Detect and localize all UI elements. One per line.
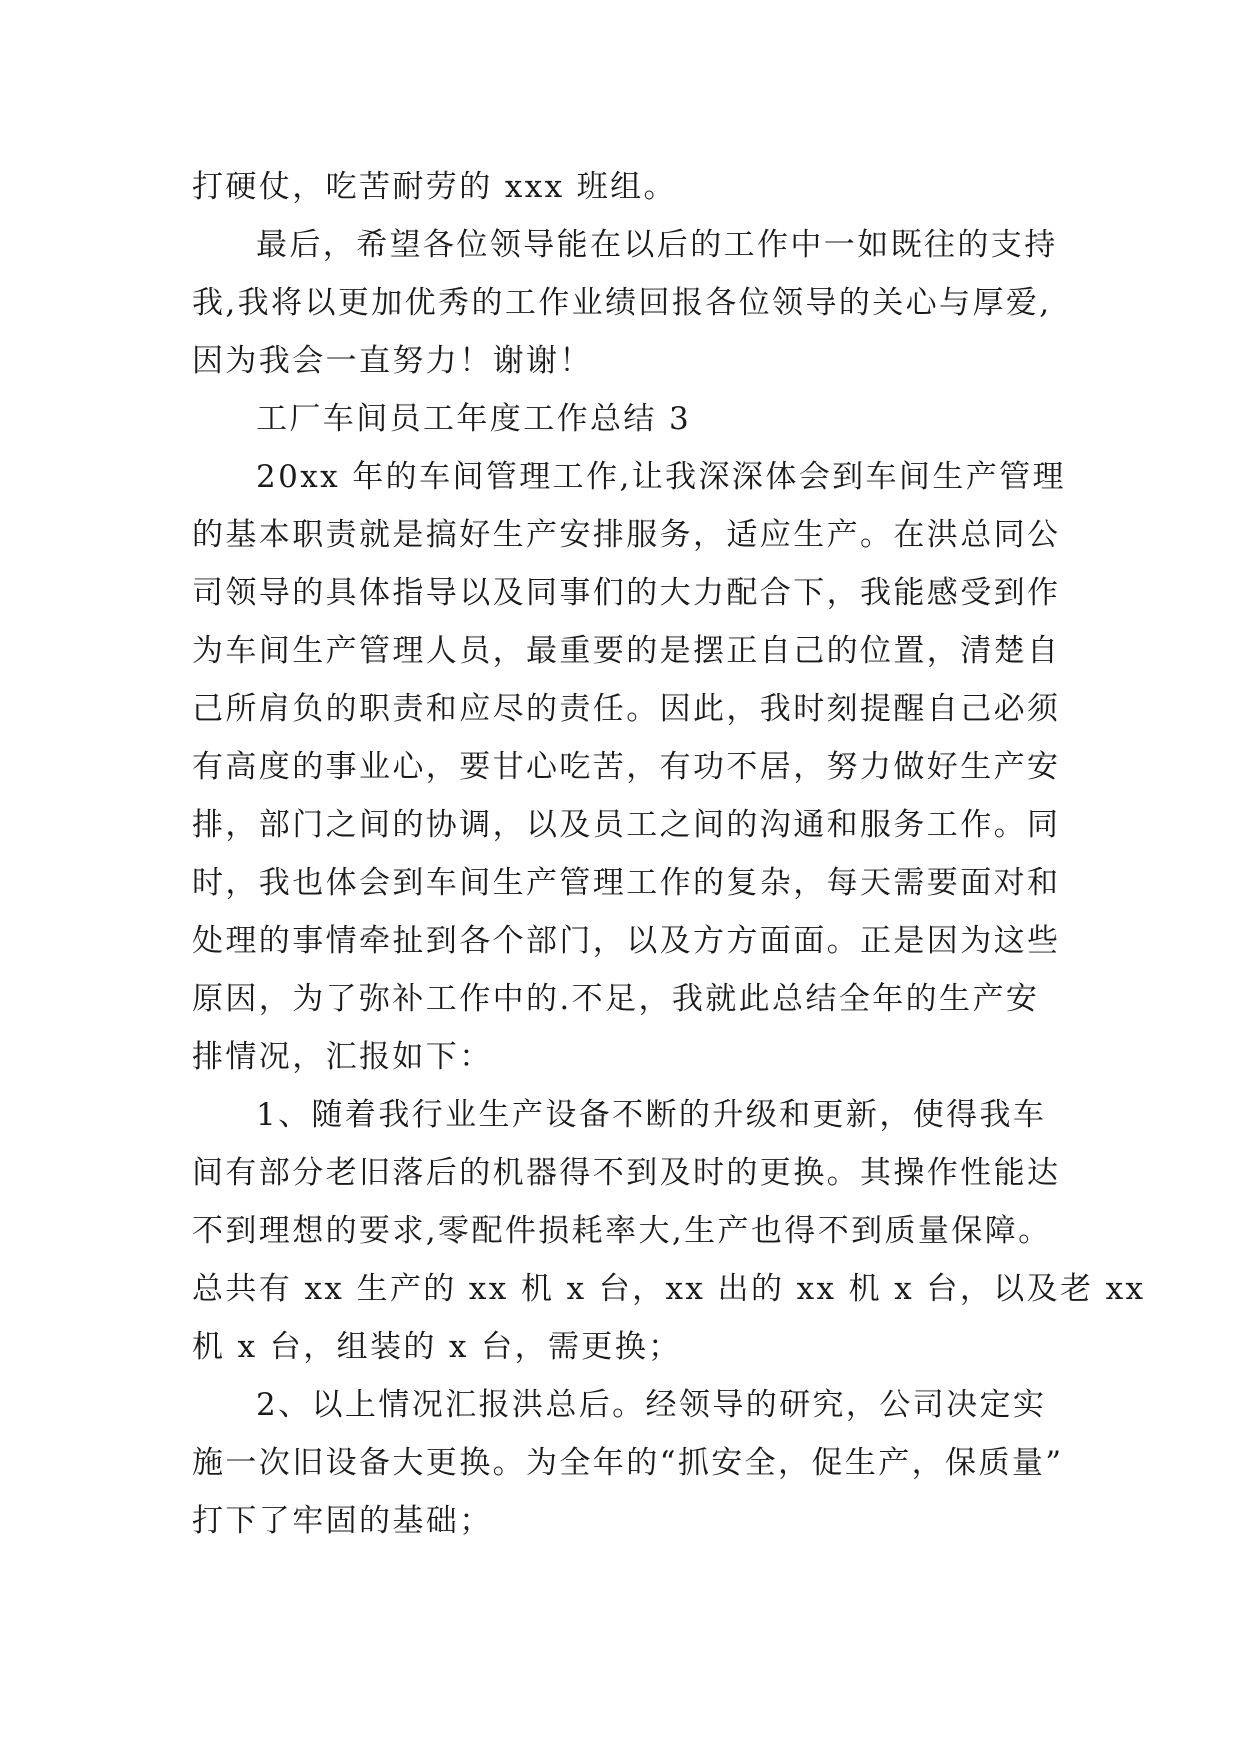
document-body <box>192 158 1146 1550</box>
paragraph-line: 最后，希望各位领导能在以后的工作中一如既往的支持 <box>256 227 1058 263</box>
paragraph-line: 打硬仗，吃苦耐劳的 xxx 班组。 <box>192 169 677 205</box>
paragraph-line: 己所肩负的职责和应尽的责任。因此，我时刻提醒自己必须 <box>192 691 1061 727</box>
paragraph-line: 因为我会一直努力！谢谢！ <box>192 343 593 379</box>
paragraph-line: 有高度的事业心，要甘心吃苦，有功不居，努力做好生产安 <box>192 749 1061 785</box>
paragraph-line: 机 x 台，组装的 x 台，需更换； <box>192 1329 682 1365</box>
paragraph-line: 司领导的具体指导以及同事们的大力配合下，我能感受到作 <box>192 575 1061 611</box>
paragraph-line: 排情况，汇报如下： <box>192 1039 493 1075</box>
paragraph-line: 的基本职责就是搞好生产安排服务，适应生产。在洪总同公 <box>192 517 1061 553</box>
list-item-1: 1、随着我行业生产设备不断的升级和更新，使得我车 <box>256 1097 1047 1133</box>
paragraph-line: 为车间生产管理人员，最重要的是摆正自己的位置，清楚自 <box>192 633 1061 669</box>
list-item-2: 2、以上情况汇报洪总后。经领导的研究，公司决定实 <box>256 1387 1047 1423</box>
paragraph-line: 处理的事情牵扯到各个部门，以及方方面面。正是因为这些 <box>192 923 1061 959</box>
paragraph-line: 20xx 年的车间管理工作,让我深深体会到车间生产管理 <box>256 459 1066 495</box>
paragraph-line: 总共有 xx 生产的 xx 机 x 台，xx 出的 xx 机 x 台，以及老 xx <box>192 1271 1146 1307</box>
paragraph-line: 原因，为了弥补工作中的.不足，我就此总结全年的生产安 <box>192 981 1040 1017</box>
paragraph-line: 间有部分老旧落后的机器得不到及时的更换。其操作性能达 <box>192 1155 1061 1191</box>
paragraph-line: 打下了牢固的基础； <box>192 1503 493 1539</box>
paragraph-line: 排，部门之间的协调，以及员工之间的沟通和服务工作。同 <box>192 807 1061 843</box>
paragraph-line: 时，我也体会到车间生产管理工作的复杂，每天需要面对和 <box>192 865 1061 901</box>
section-heading: 工厂车间员工年度工作总结 3 <box>256 401 692 437</box>
paragraph-line: 不到理想的要求,零配件损耗率大,生产也得不到质量保障。 <box>192 1213 1052 1249</box>
paragraph-line: 施一次旧设备大更换。为全年的“抓安全，促生产，保质量” <box>192 1445 1064 1481</box>
paragraph-line: 我,我将以更加优秀的工作业绩回报各位领导的关心与厚爱, <box>192 285 1052 321</box>
